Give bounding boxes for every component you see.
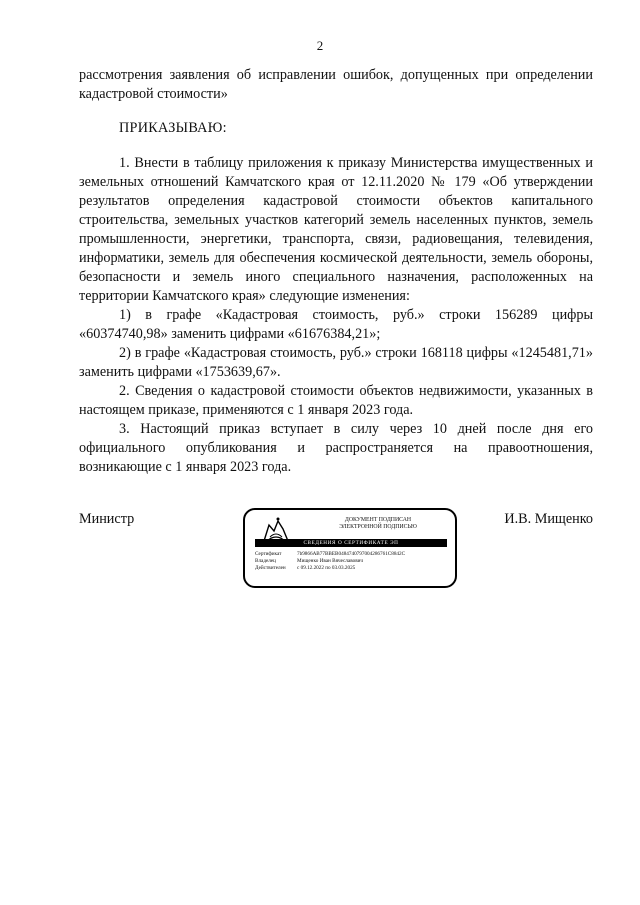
stamp-row-owner — [255, 558, 405, 565]
intro-paragraph — [79, 66, 593, 104]
paragraph-2: 2. Сведения о кадастровой стоимости объектов недвижимости, указанных в настоящем приказе, применяются с 1 января 2023 года. — [79, 383, 593, 418]
paragraph-1-item-1: 1) в графе «Кадастровая стоимость, руб.» строки 156289 цифры «60374740,98» заменить цифрами «61676384,21»; — [79, 307, 593, 342]
electronic-signature-stamp — [243, 508, 457, 588]
paragraph-1: 1. Внести в таблицу приложения к приказу Министерства имущественных и земельных отношений Камчатского края от 12.11.2020 № 179 «Об утверждении результатов определения кадастровой стоимости объектов капитального строительства, земельных участков категорий земель населенных пунктов, земель промышленности, энергетики, транспорта, связи, радиовещания, телевидения, информатики, земель для обеспечения космической деятельности, земель обороны, безопасности и земель иного специального назначения, расположенных на территории Камчатского края» следующие изменения: — [79, 155, 593, 304]
order-body — [79, 154, 593, 477]
stamp-row-value: Мищенко Иван Вячеславович — [297, 558, 364, 564]
stamp-certificate-header: СВЕДЕНИЯ О СЕРТИФИКАТЕ ЭП — [255, 539, 447, 547]
stamp-row-key: Действителен — [255, 565, 286, 571]
paragraph-3: 3. Настоящий приказ вступает в силу через 10 дней после дня его официального опубликования и распространяется на правоотношения, возникающие с 1 января 2023 года. — [79, 421, 593, 475]
signatory-position: Министр — [79, 511, 135, 527]
page-number: 2 — [316, 38, 324, 53]
stamp-row-value: 7b9866AB77BBEB0484740797004286761C8842C — [297, 551, 406, 557]
intro-text: рассмотрения заявления об исправлении ошибок, допущенных при определении кадастровой стоимости» — [79, 67, 593, 102]
stamp-row-value: с 09.12.2022 по 03.03.2025 — [297, 565, 356, 571]
order-word: ПРИКАЗЫВАЮ: — [119, 120, 227, 136]
stamp-row-key: Сертификат — [255, 551, 282, 557]
stamp-title: ДОКУМЕНТ ПОДПИСАН ЭЛЕКТРОННОЙ ПОДПИСЬЮ — [339, 517, 417, 530]
stamp-certificate-details — [255, 551, 405, 572]
stamp-row-key: Владелец — [255, 558, 276, 564]
stamp-row-validity — [255, 565, 405, 572]
paragraph-1-item-2: 2) в графе «Кадастровая стоимость, руб.» строки 168118 цифры «1245481,71» заменить цифрами «1753639,67». — [79, 345, 593, 380]
signatory-name: И.В. Мищенко — [504, 511, 593, 527]
stamp-row-certificate — [255, 551, 405, 558]
